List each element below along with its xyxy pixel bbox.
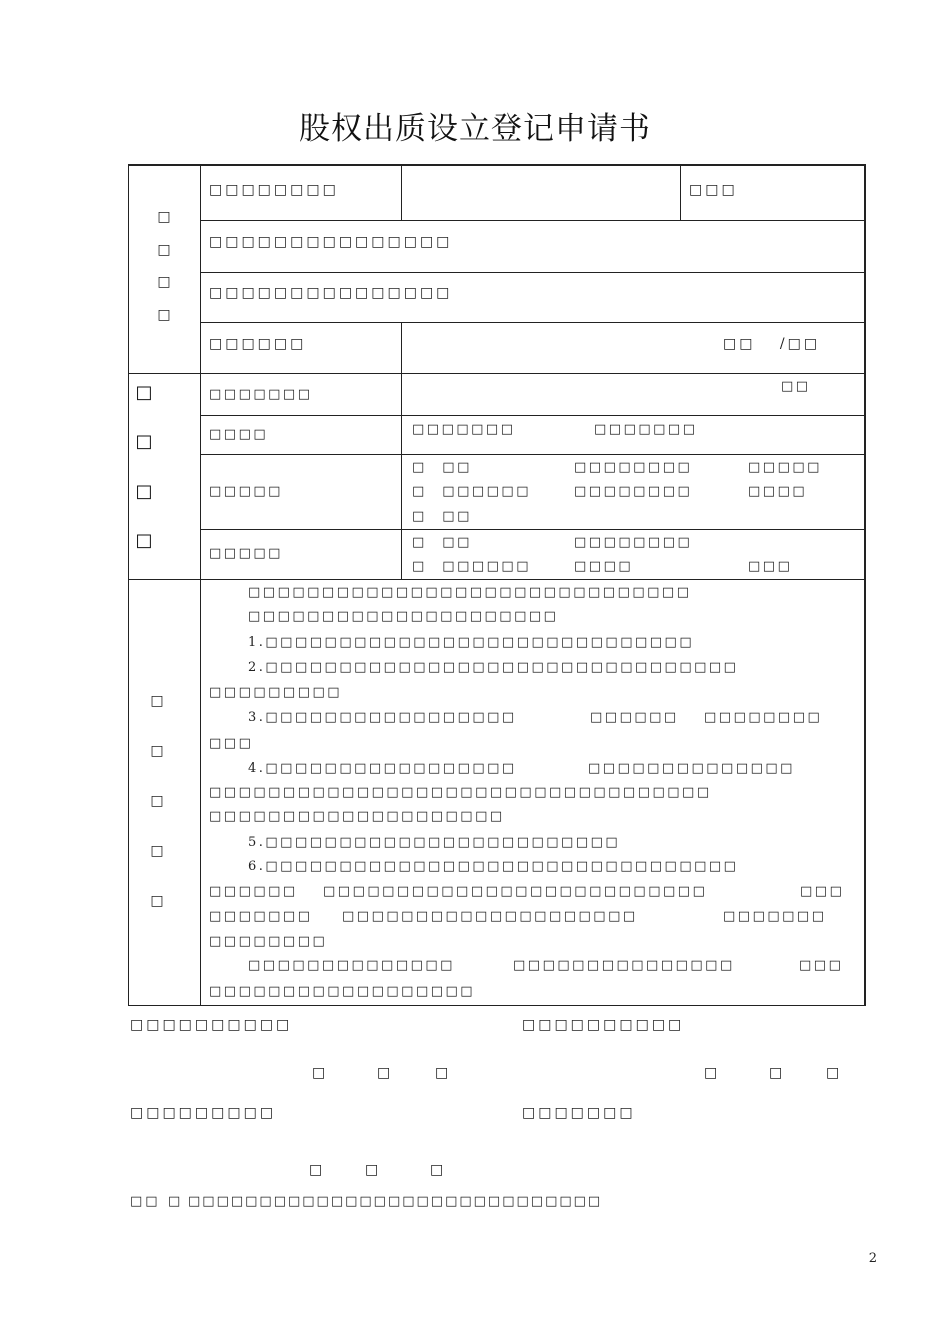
declaration-line: □□□ <box>799 958 844 973</box>
declaration-line: 2.□□□□□□□□□□□□□□□□□□□□□□□□□□□□□□□□ <box>248 660 739 675</box>
applicant-type-label: □□□□□ <box>209 484 283 499</box>
company-seal-label: □□□□□□□□□ <box>130 1105 277 1121</box>
agent-signature-label: □□□□□□□ <box>522 1105 636 1121</box>
declaration-line: □□□□□□□ <box>209 909 313 924</box>
section1-label-char: □ <box>157 242 171 258</box>
column-divider <box>401 322 402 373</box>
option-item[interactable]: □□□□□□□□ <box>574 460 693 475</box>
section2-label-char: □ <box>135 481 153 502</box>
declaration-line: □□□□□□□□□□□□□□□□□□□□ <box>342 909 638 924</box>
section3-label-char: □ <box>150 793 164 809</box>
note-text: □□□□□□□□□□□□□□□□□□□□□□□□□□□□□ <box>188 1194 603 1209</box>
declaration-line: □□□□□□ <box>590 710 679 725</box>
page-number: 2 <box>868 1251 877 1266</box>
declaration-line: □□□□□□□□ <box>704 710 823 725</box>
declaration-line: 4.□□□□□□□□□□□□□□□□□ <box>248 761 517 776</box>
date-year: □ <box>312 1065 329 1081</box>
option-item[interactable]: □□□ <box>748 559 793 574</box>
option-item[interactable]: □ □□ <box>412 460 472 475</box>
secured-debt-unit: □□ <box>781 379 811 394</box>
registration-number-label: □□□ <box>689 182 738 198</box>
row-divider <box>200 220 865 221</box>
declaration-line: □□□□□□□□□□□□□□□□□□□□□□□□□□□□□□ <box>248 585 692 600</box>
declaration-line: □□□□□□ <box>209 884 298 899</box>
declaration-line: □□□ <box>209 736 254 751</box>
date-year: □ <box>309 1162 326 1178</box>
declaration-line: □□□□□□□ <box>723 909 827 924</box>
label-column-divider <box>200 166 201 1006</box>
application-form-table <box>128 164 866 1006</box>
debt-term-end: □□□□□□□ <box>594 422 698 437</box>
debt-term-label: □□□□ <box>209 427 269 442</box>
pledgee-label: □□□□□□□□□□□□□□□ <box>209 285 453 301</box>
section1-label-char: □ <box>157 274 171 290</box>
declaration-line: 1.□□□□□□□□□□□□□□□□□□□□□□□□□□□□□ <box>248 635 695 650</box>
certificate-type-label: □□□□□ <box>209 546 283 561</box>
row-divider <box>200 322 865 323</box>
option-item[interactable]: □□□□□□□□ <box>574 535 693 550</box>
date-day: □ <box>435 1065 452 1081</box>
section2-label-char: □ <box>135 431 153 452</box>
declaration-line: □□□□□□□□□□□□□□□□□□□□□ <box>248 609 559 624</box>
note-number: □ <box>168 1194 184 1209</box>
option-item[interactable]: □ □□□□□□ <box>412 559 531 574</box>
date-month: □ <box>365 1162 382 1178</box>
section2-label-char: □ <box>135 530 153 551</box>
column-divider <box>401 373 402 579</box>
declaration-line: □□□□□□□□□□□□□□ <box>248 958 455 973</box>
date-month: □ <box>377 1065 394 1081</box>
option-item[interactable]: □ □□□□□□ <box>412 484 531 499</box>
date-month: □ <box>769 1065 786 1081</box>
date-year: □ <box>704 1065 721 1081</box>
option-item[interactable]: □□□□ <box>748 484 808 499</box>
pledgee-signature-label: □□□□□□□□□□ <box>522 1017 685 1033</box>
section3-label-char: □ <box>150 893 164 909</box>
date-day: □ <box>430 1162 447 1178</box>
declaration-line: □□□ <box>800 884 845 899</box>
row-divider <box>200 415 865 416</box>
declaration-line: □□□□□□□□ <box>209 934 328 949</box>
declaration-line: □□□□□□□□□□□□□□□□□□ <box>209 984 476 999</box>
pledgor-signature-label: □□□□□□□□□□ <box>130 1017 293 1033</box>
column-divider <box>680 166 681 220</box>
option-item[interactable]: □□□□□□□□ <box>574 484 693 499</box>
row-divider <box>200 454 865 455</box>
column-divider <box>401 166 402 220</box>
option-item[interactable]: □ □□ <box>412 509 472 524</box>
pledged-company-name-label: □□□□□□□□ <box>209 182 339 198</box>
section3-label-char: □ <box>150 743 164 759</box>
equity-amount-unit: □□ /□□ <box>723 336 821 352</box>
row-divider <box>200 272 865 273</box>
declaration-line: 6.□□□□□□□□□□□□□□□□□□□□□□□□□□□□□□□□ <box>248 859 739 874</box>
row-divider <box>200 529 865 530</box>
note-prefix: □□ <box>130 1194 161 1209</box>
declaration-line: □□□□□□□□□□□□□□□□□□□□□□□□□□ <box>323 884 708 899</box>
option-item[interactable]: □□□□ <box>574 559 634 574</box>
section3-label-char: □ <box>150 693 164 709</box>
section1-label-char: □ <box>157 209 171 225</box>
pledged-equity-amount-label: □□□□□□ <box>209 336 307 352</box>
section3-label-char: □ <box>150 843 164 859</box>
declaration-line: □□□□□□□□□ <box>209 685 343 700</box>
pledgor-label: □□□□□□□□□□□□□□□ <box>209 234 453 250</box>
secured-debt-amount-label: □□□□□□□ <box>209 387 313 402</box>
date-day: □ <box>826 1065 843 1081</box>
section1-label-char: □ <box>157 307 171 323</box>
declaration-line: 3.□□□□□□□□□□□□□□□□□ <box>248 710 517 725</box>
declaration-line: □□□□□□□□□□□□□□□ <box>513 958 735 973</box>
section2-label-char: □ <box>135 382 153 403</box>
debt-term-start: □□□□□□□ <box>412 422 516 437</box>
option-item[interactable]: □ □□ <box>412 535 472 550</box>
declaration-line: 5.□□□□□□□□□□□□□□□□□□□□□□□□ <box>248 835 621 850</box>
declaration-line: □□□□□□□□□□□□□□□□□□□□ <box>209 809 505 824</box>
declaration-line: □□□□□□□□□□□□□□□□□□□□□□□□□□□□□□□□□□ <box>209 785 712 800</box>
declaration-line: □□□□□□□□□□□□□□ <box>588 761 795 776</box>
divider-section2-section3 <box>129 579 865 580</box>
divider-section1-section2 <box>129 373 865 374</box>
document-title: 股权出质设立登记申请书 <box>299 111 651 147</box>
option-item[interactable]: □□□□□ <box>748 460 822 475</box>
